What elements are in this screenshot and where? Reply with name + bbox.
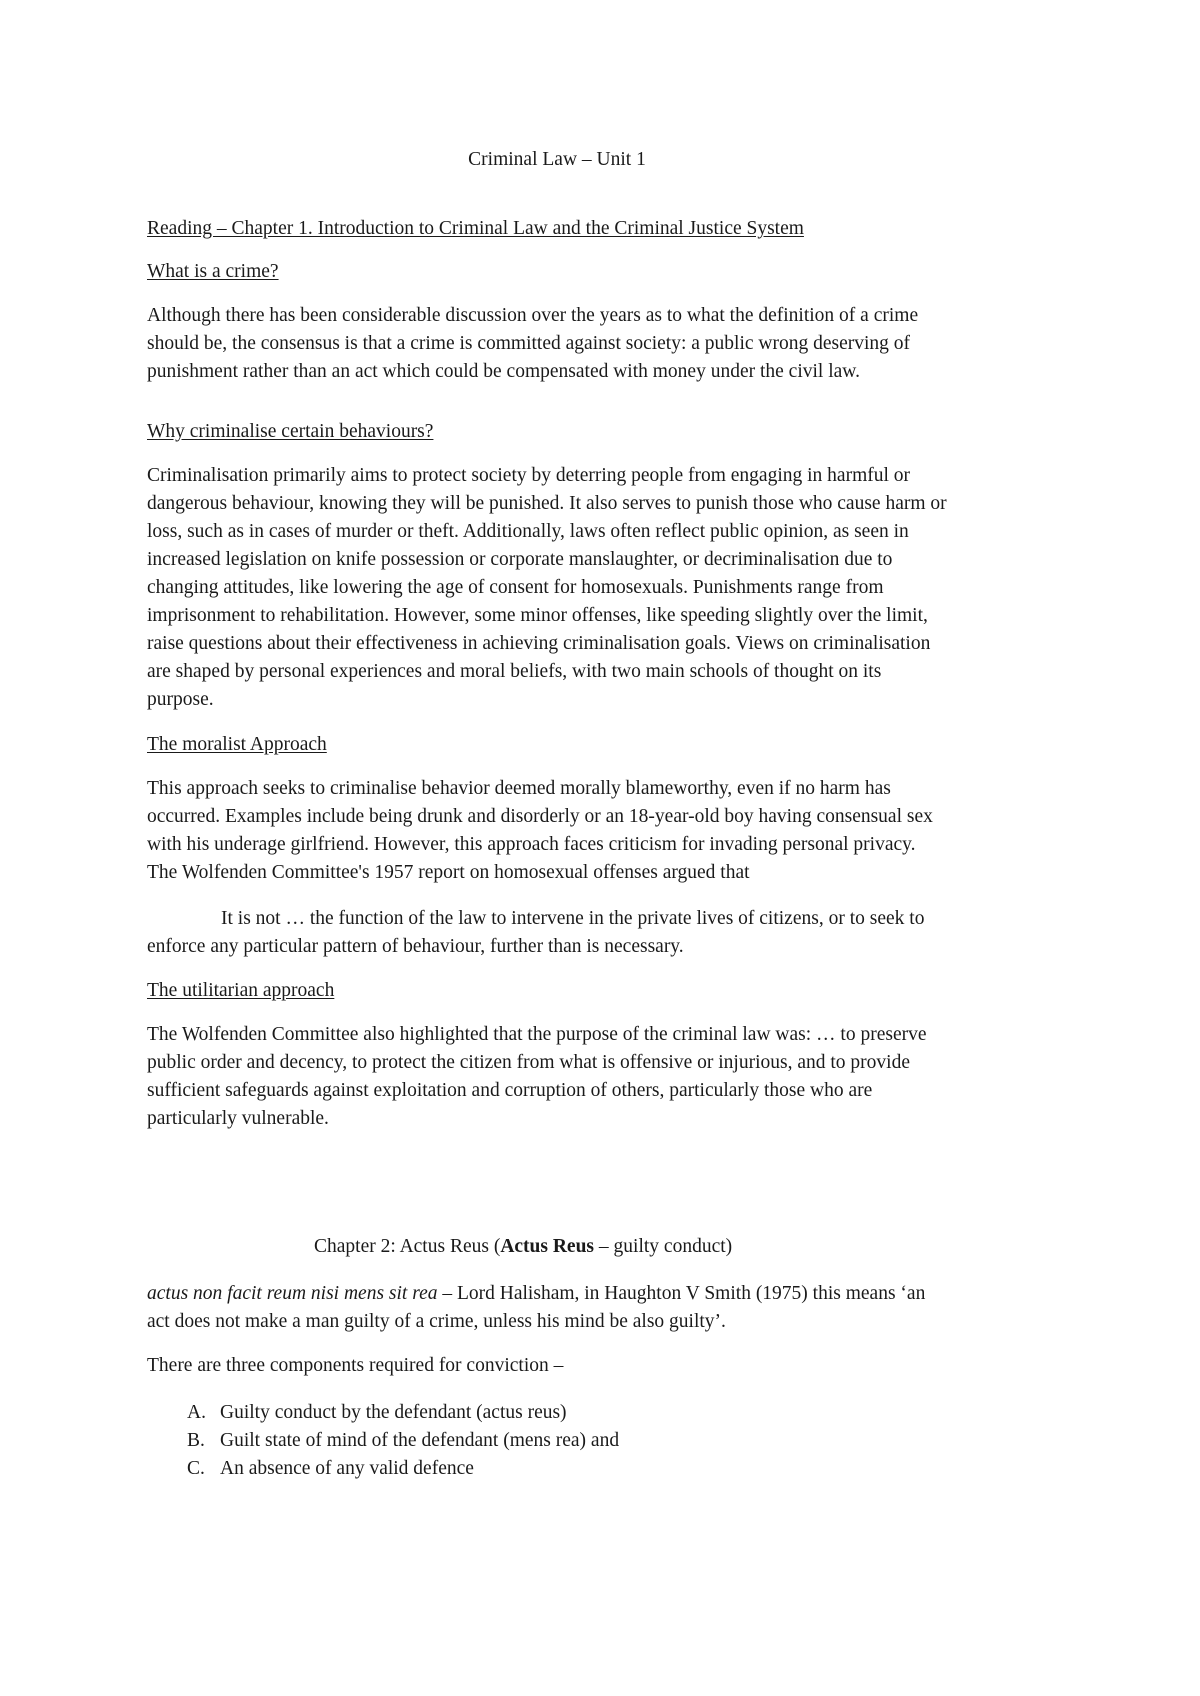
text-line: should be, the consensus is that a crime is committed against society: a public wrong deserving of <box>147 333 911 354</box>
section-heading-utilitarian-approach: The utilitarian approach <box>147 980 335 1001</box>
quote-line: It is not … the function of the law to intervene in the private lives of citizens, or to seek to <box>221 908 925 929</box>
maxim-line: act does not make a man guilty of a crime, unless his mind be also guilty’. <box>147 1311 726 1332</box>
components-intro: There are three components required for conviction – <box>147 1355 564 1376</box>
list-item-text: Guilty conduct by the defendant (actus reus) <box>220 1402 567 1423</box>
text-line: The Wolfenden Committee also highlighted that the purpose of the criminal law was: … to preserve <box>147 1024 927 1045</box>
text-line: raise questions about their effectiveness in achieving criminalisation goals. Views on criminalisation <box>147 633 931 654</box>
reading-heading: Reading – Chapter 1. Introduction to Criminal Law and the Criminal Justice System <box>147 218 804 239</box>
text-line: punishment rather than an act which could be compensated with money under the civil law. <box>147 361 860 382</box>
document-title: Criminal Law – Unit 1 <box>468 149 646 170</box>
list-item <box>187 1399 619 1427</box>
text-line: with his underage girlfriend. However, this approach faces criticism for invading personal privacy. <box>147 834 916 855</box>
maxim-line <box>147 1280 1067 1308</box>
section-body-moralist-approach <box>147 775 1067 887</box>
list-item <box>187 1455 619 1483</box>
latin-maxim <box>147 1280 1067 1336</box>
quote-line: enforce any particular pattern of behaviour, further than is necessary. <box>147 936 684 957</box>
section-body-what-is-a-crime <box>147 302 1067 386</box>
text-line: purpose. <box>147 689 214 710</box>
text-line: dangerous behaviour, knowing they will be punished. It also serves to punish those who cause harm or <box>147 493 947 514</box>
text-line: imprisonment to rehabilitation. However, some minor offenses, like speeding slightly over the limit, <box>147 605 928 626</box>
section-heading-moralist-approach: The moralist Approach <box>147 734 327 755</box>
list-marker: A. <box>187 1402 206 1423</box>
text-line: are shaped by personal experiences and moral beliefs, with two main schools of thought on its <box>147 661 882 682</box>
text-line: loss, such as in cases of murder or theft. Additionally, laws often reflect public opinion, as seen in <box>147 521 909 542</box>
text-line: Criminalisation primarily aims to protect society by deterring people from engaging in harmful or <box>147 465 911 486</box>
maxim-line-1-rest: – Lord Halisham, in Haughton V Smith (1975) this means ‘an <box>437 1283 926 1304</box>
chapter-2-heading-bold: Actus Reus <box>500 1236 595 1257</box>
list-item-text: Guilt state of mind of the defendant (mens rea) and <box>220 1430 620 1451</box>
chapter-2-heading-prefix: Chapter 2: Actus Reus ( <box>314 1236 501 1257</box>
section-heading-what-is-a-crime: What is a crime? <box>147 261 279 282</box>
text-line: sufficient safeguards against exploitation and corruption of others, particularly those who are <box>147 1080 873 1101</box>
maxim-italic: actus non facit reum nisi mens sit rea <box>147 1283 438 1304</box>
text-line: particularly vulnerable. <box>147 1108 329 1129</box>
section-body-why-criminalise <box>147 462 1067 714</box>
text-line: increased legislation on knife possession or corporate manslaughter, or decriminalisation due to <box>147 549 893 570</box>
section-body-utilitarian-approach <box>147 1021 1067 1133</box>
text-line: changing attitudes, like lowering the age of consent for homosexuals. Punishments range from <box>147 577 884 598</box>
list-marker: B. <box>187 1430 205 1451</box>
section-heading-why-criminalise: Why criminalise certain behaviours? <box>147 421 434 442</box>
list-item <box>187 1427 619 1455</box>
chapter-2-heading-suffix: – guilty conduct) <box>594 1236 733 1257</box>
wolfenden-quote <box>147 905 1067 961</box>
chapter-2-heading <box>314 1233 732 1261</box>
list-item-text: An absence of any valid defence <box>220 1458 474 1479</box>
text-line: This approach seeks to criminalise behavior deemed morally blameworthy, even if no harm has <box>147 778 891 799</box>
text-line: Although there has been considerable discussion over the years as to what the definition of a crime <box>147 305 919 326</box>
text-line: occurred. Examples include being drunk and disorderly or an 18-year-old boy having consensual sex <box>147 806 933 827</box>
components-list <box>187 1399 619 1483</box>
text-line: The Wolfenden Committee's 1957 report on homosexual offenses argued that <box>147 862 750 883</box>
list-marker: C. <box>187 1458 205 1479</box>
text-line: public order and decency, to protect the citizen from what is offensive or injurious, and to provide <box>147 1052 910 1073</box>
